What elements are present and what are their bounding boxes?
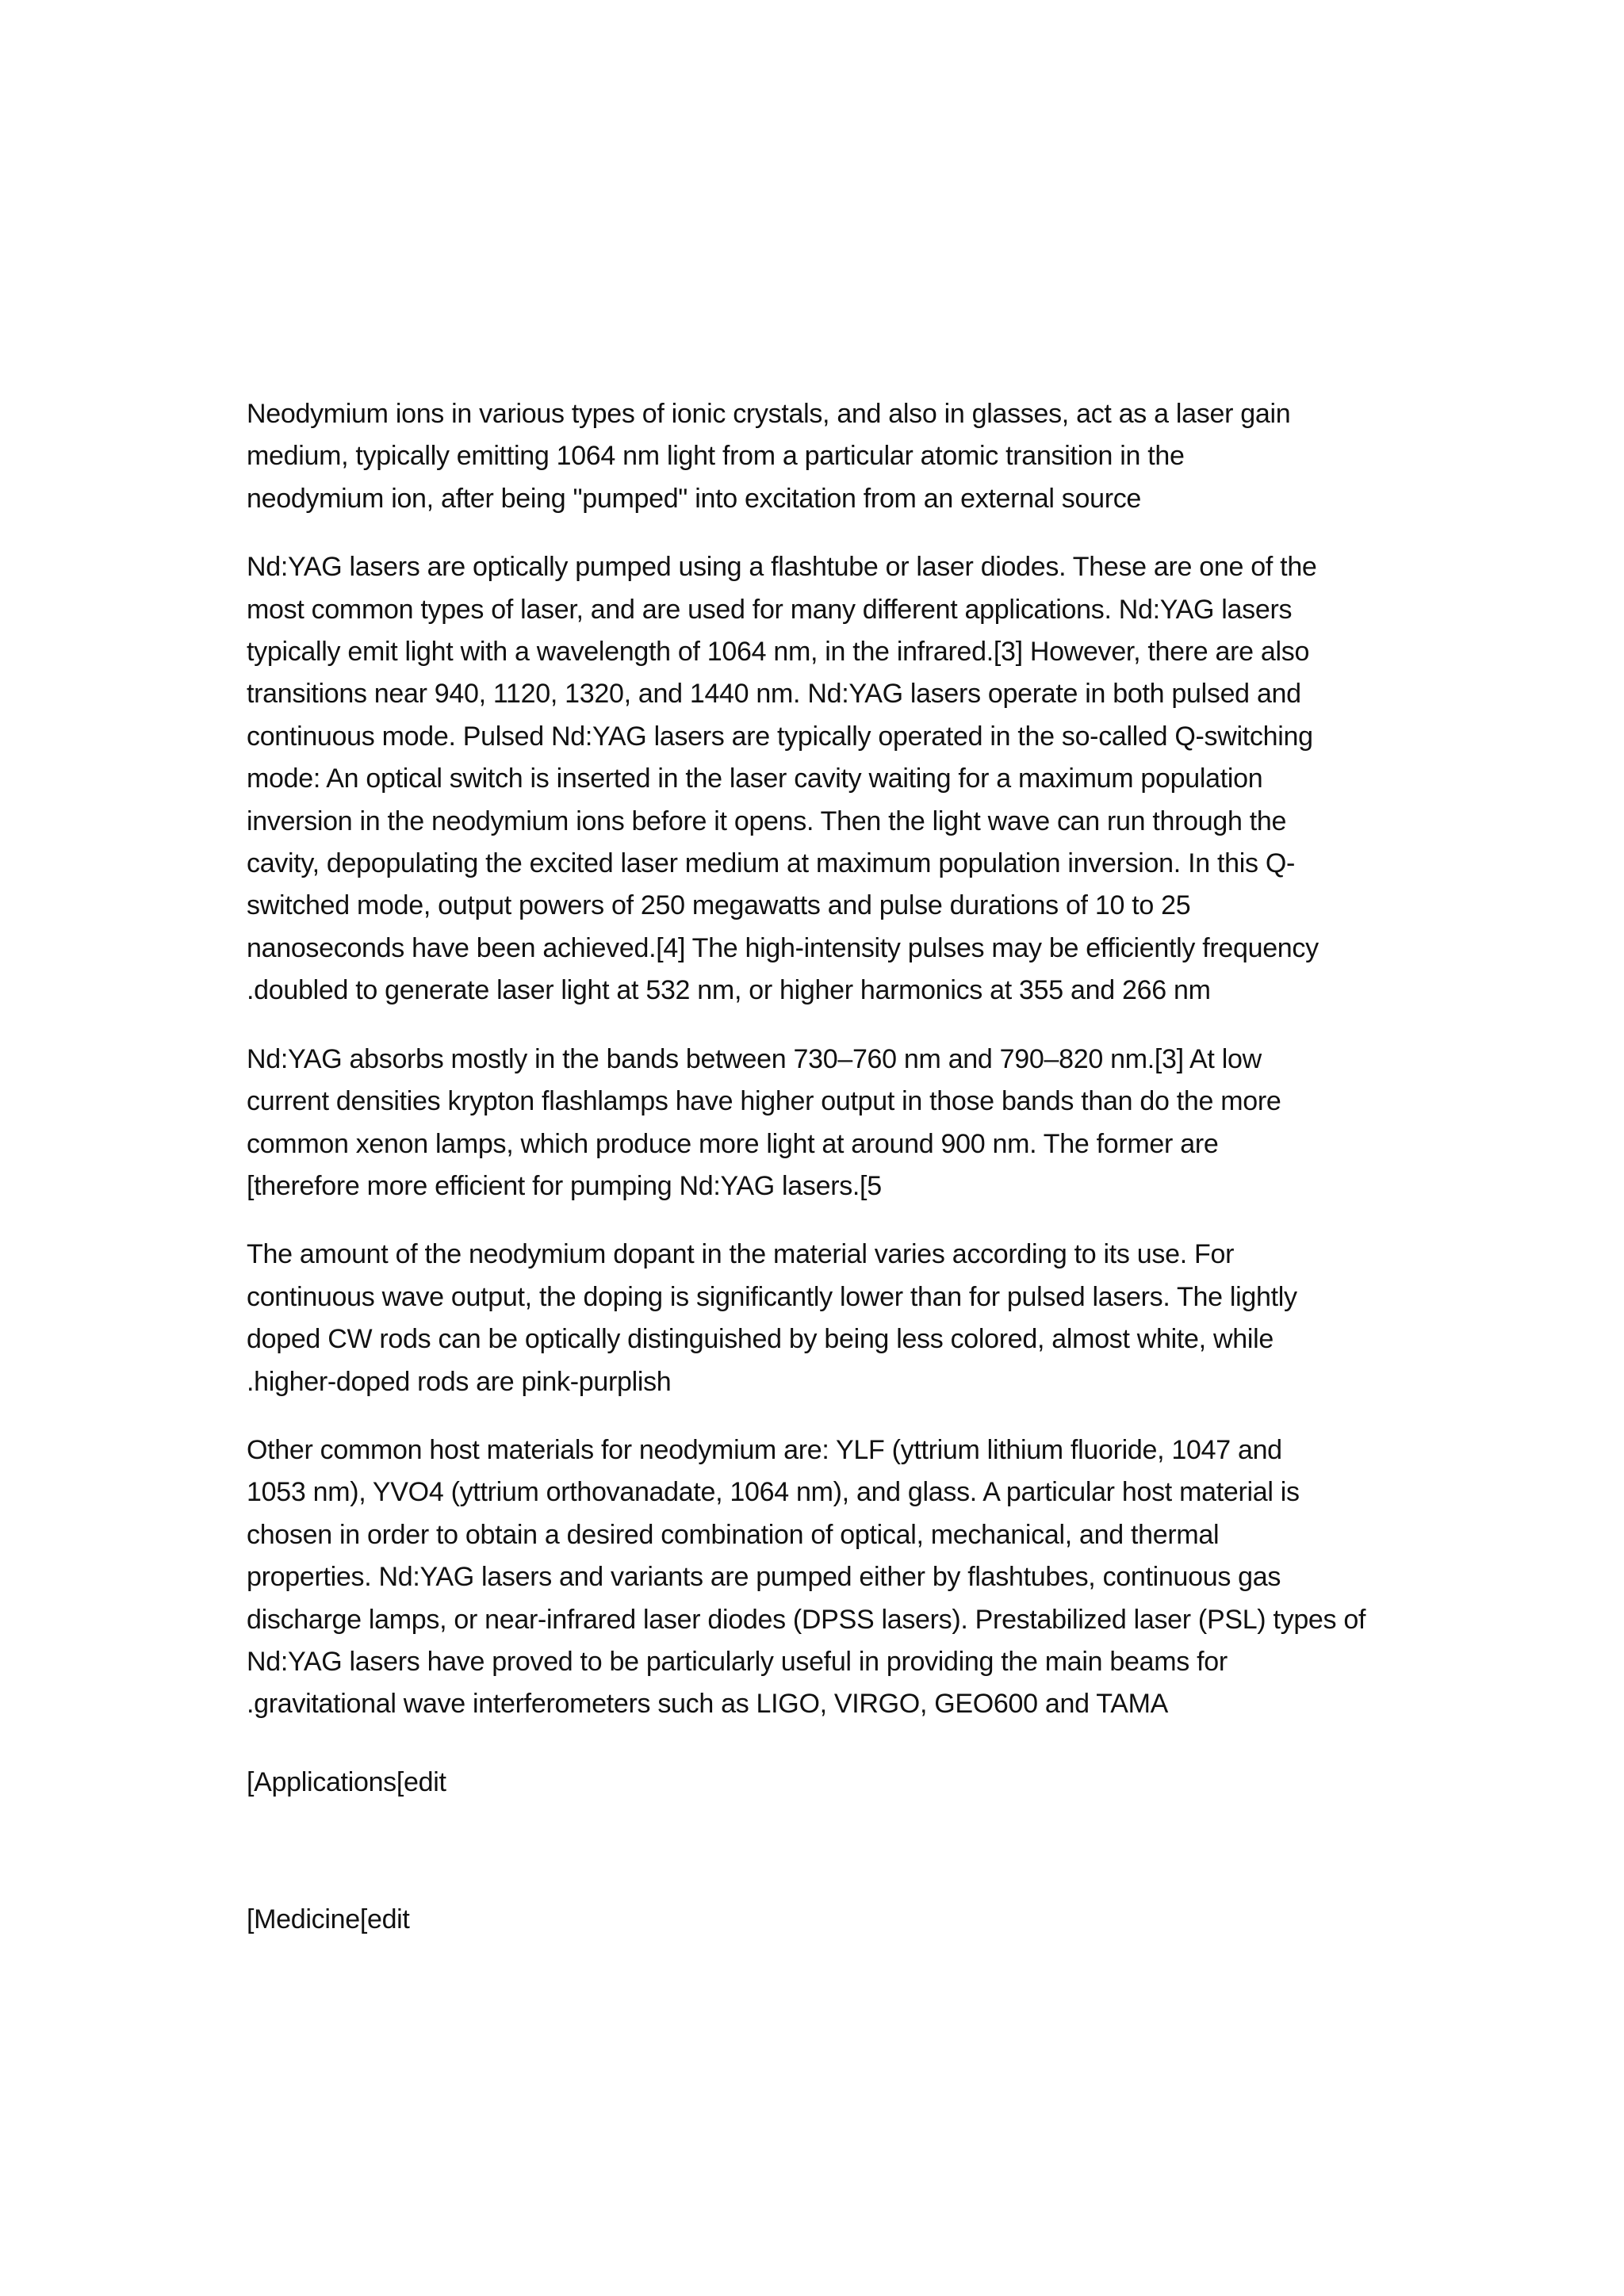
- text-line: transitions near 940, 1120, 1320, and 1440 nm. Nd:YAG lasers operate in both pulsed and: [247, 679, 1301, 710]
- section-heading-applications: [Applications[edit: [247, 1767, 446, 1797]
- text-line: cavity, depopulating the excited laser medium at maximum population inversion. In this Q-: [247, 848, 1295, 879]
- text-line: 1053 nm), YVO4 (yttrium orthovanadate, 1064 nm), and glass. A particular host material is: [247, 1477, 1300, 1508]
- paragraph-ndyag-pumping: [247, 546, 1388, 1012]
- text-line: common xenon lamps, which produce more light at around 900 nm. The former are: [247, 1128, 1219, 1159]
- paragraph-absorption-bands: [247, 1039, 1388, 1208]
- text-line: [therefore more efficient for pumping Nd:YAG lasers.[5: [247, 1170, 882, 1201]
- text-line: .doubled to generate laser light at 532 nm, or higher harmonics at 355 and 266 nm: [247, 975, 1211, 1006]
- text-line: mode: An optical switch is inserted in the laser cavity waiting for a maximum population: [247, 763, 1263, 794]
- text-line: Nd:YAG absorbs mostly in the bands between 730–760 nm and 790–820 nm.[3] At low: [247, 1043, 1262, 1074]
- text-line: Neodymium ions in various types of ionic crystals, and also in glasses, act as a laser gain: [247, 399, 1291, 429]
- document-body: [247, 393, 1388, 1752]
- section-heading-medicine: [Medicine[edit: [247, 1904, 410, 1934]
- text-line: continuous mode. Pulsed Nd:YAG lasers are typically operated in the so-called Q-switching: [247, 721, 1313, 752]
- text-line: discharge lamps, or near-infrared laser diodes (DPSS lasers). Prestabilized laser (PSL) types of: [247, 1604, 1366, 1635]
- text-line: .higher-doped rods are pink-purplish: [247, 1366, 672, 1397]
- text-line: chosen in order to obtain a desired combination of optical, mechanical, and thermal: [247, 1519, 1220, 1550]
- text-line: Nd:YAG lasers have proved to be particularly useful in providing the main beams for: [247, 1646, 1228, 1677]
- text-line: continuous wave output, the doping is significantly lower than for pulsed lasers. The lightly: [247, 1281, 1297, 1312]
- paragraph-host-materials: [247, 1429, 1388, 1726]
- text-line: properties. Nd:YAG lasers and variants are pumped either by flashtubes, continuous gas: [247, 1562, 1281, 1593]
- paragraph-neodymium-ions: [247, 393, 1388, 520]
- text-line: nanoseconds have been achieved.[4] The high-intensity pulses may be efficiently frequency: [247, 932, 1319, 963]
- text-line: switched mode, output powers of 250 megawatts and pulse durations of 10 to 25: [247, 890, 1191, 921]
- text-line: typically emit light with a wavelength of 1064 nm, in the infrared.[3] However, there are also: [247, 637, 1310, 668]
- text-line: doped CW rods can be optically distinguished by being less colored, almost white, while: [247, 1324, 1274, 1355]
- text-line: current densities krypton flashlamps have higher output in those bands than do the more: [247, 1086, 1281, 1117]
- text-line: The amount of the neodymium dopant in the material varies according to its use. For: [247, 1239, 1235, 1270]
- text-line: Other common host materials for neodymium are: YLF (yttrium lithium fluoride, 1047 and: [247, 1434, 1282, 1465]
- text-line: inversion in the neodymium ions before it opens. Then the light wave can run through the: [247, 806, 1287, 836]
- text-line: .gravitational wave interferometers such as LIGO, VIRGO, GEO600 and TAMA: [247, 1689, 1168, 1720]
- paragraph-dopant-amount: [247, 1234, 1388, 1403]
- text-line: most common types of laser, and are used for many different applications. Nd:YAG lasers: [247, 594, 1293, 625]
- text-line: medium, typically emitting 1064 nm light from a particular atomic transition in the: [247, 441, 1185, 472]
- text-line: Nd:YAG lasers are optically pumped using a flashtube or laser diodes. These are one of the: [247, 552, 1317, 583]
- text-line: neodymium ion, after being "pumped" into excitation from an external source: [247, 483, 1142, 514]
